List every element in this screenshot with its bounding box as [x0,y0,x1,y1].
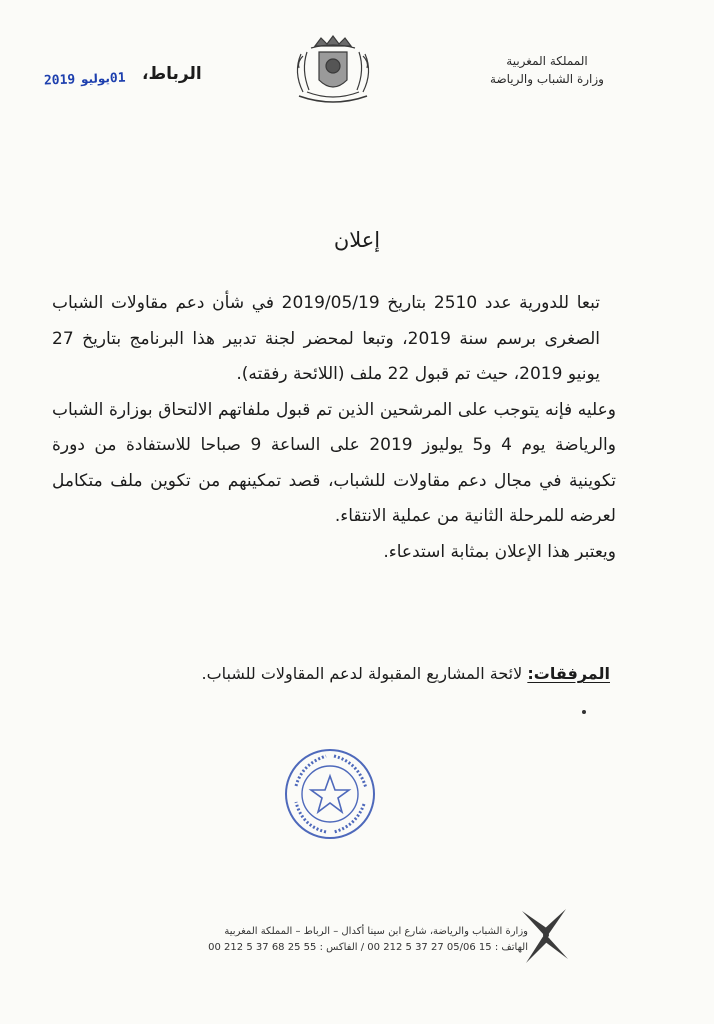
paragraph-2: وعليه فإنه يتوجب على المرشحين الذين تم قبول ملفاتهم الالتحاق بوزارة الشباب والرياضة يوم 4 و5 يوليوز 2019 على الساعة 9 صباحا للاستفادة من دورة تكوينية في مجال دعم مقاولات للشباب، قصد تمكينهم من تكوين ملف متكامل لعرضه للمرحلة الثانية من عملية الانتقاء. [52,399,616,526]
ministry-logo-icon [518,905,570,965]
attachments-line [150,664,610,683]
paragraph-3: ويعتبر هذا الإعلان بمثابة استدعاء. [383,541,616,562]
ministry-name: وزارة الشباب والرياضة [490,72,604,86]
stamp-month: يوليو [80,71,111,87]
attachments-text: لائحة المشاريع المقبولة لدعم المقاولات للشباب. [201,664,523,683]
footer-address-block [108,924,528,956]
kingdom-name: المملكة المغربية [506,54,588,68]
date-stamp [44,69,131,94]
announcement-body [52,286,630,570]
footer-address: وزارة الشباب والرياضة، شارع ابن سينا أكدال – الرباط – المملكة المغربية [224,926,528,937]
paragraph-1: تبعا للدورية عدد 2510 بتاريخ 2019/05/19 في شأن دعم مقاولات الشباب الصغرى برسم سنة 2019، وتبعا لمحضر لجنة تدبير هذا البرنامج بتاريخ 27 يونيو 2019، حيث تم قبول 22 ملف (اللائحة رفقته). [52,293,600,384]
document-title: إعلان [333,228,381,252]
attachments-label: المرفقات: [527,664,610,683]
ministry-header [472,52,622,88]
city-label: الرباط، [142,64,202,84]
ink-dot [582,710,586,714]
official-seal-icon [282,746,378,842]
footer-contact: الهاتف : 15 05/06 27 37 5 212 00 / الفاكس : 55 25 68 37 5 212 00 [208,942,528,953]
stamp-day: 01 [109,70,126,87]
royal-coat-of-arms-icon [285,32,381,112]
stamp-year: 2019 [43,72,76,89]
